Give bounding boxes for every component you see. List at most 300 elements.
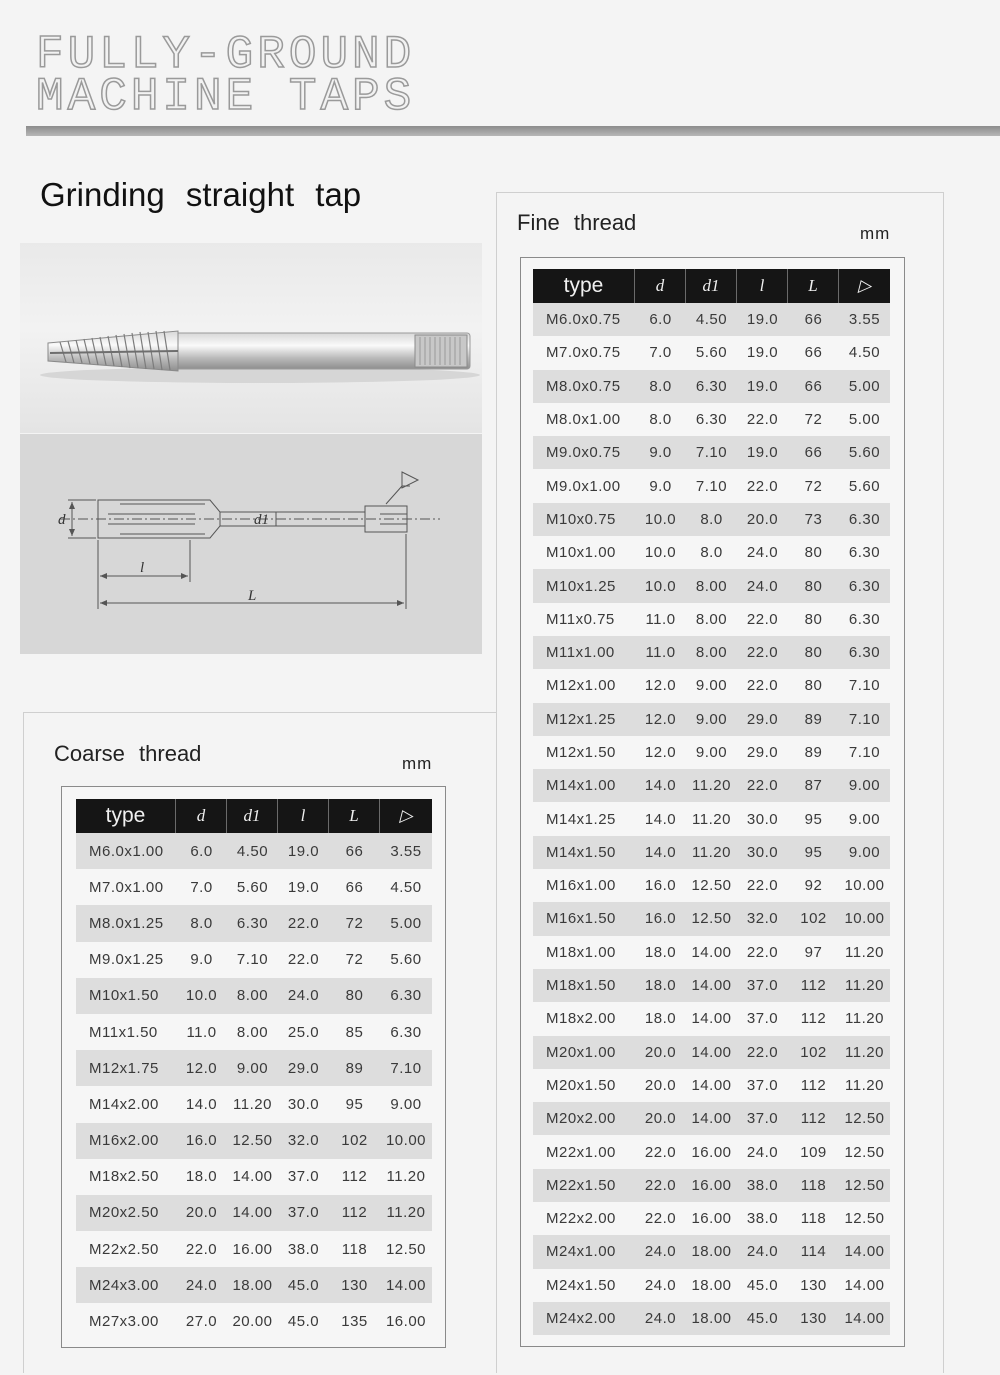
cell-d: 18.0 [635,969,686,1002]
cell-L: 80 [788,636,839,669]
cell-d1: 11.20 [686,836,737,869]
cell-L: 66 [329,869,380,905]
label-d: d [58,512,66,528]
cell-square: 7.10 [839,736,890,769]
cell-L: 73 [788,503,839,536]
cell-type: M10x1.50 [76,978,176,1014]
cell-l: 37.0 [278,1159,329,1195]
col-L: L [788,269,839,303]
cell-d1: 5.60 [686,336,737,369]
cell-l: 32.0 [278,1123,329,1159]
cell-l: 19.0 [737,336,788,369]
cell-d1: 7.10 [686,469,737,502]
cell-d1: 9.00 [686,703,737,736]
cell-d: 11.0 [635,636,686,669]
cell-square: 6.30 [839,536,890,569]
cell-type: M18x2.50 [76,1159,176,1195]
cell-l: 24.0 [737,536,788,569]
cell-l: 22.0 [737,603,788,636]
cell-d1: 14.00 [686,969,737,1002]
cell-d: 9.0 [635,436,686,469]
cell-d: 10.0 [635,503,686,536]
cell-d: 18.0 [635,936,686,969]
cell-L: 66 [788,436,839,469]
cell-l: 22.0 [278,905,329,941]
cell-L: 112 [788,1102,839,1135]
cell-l: 22.0 [737,403,788,436]
cell-d: 18.0 [635,1002,686,1035]
cell-L: 102 [329,1123,380,1159]
cell-d: 16.0 [176,1123,227,1159]
page-title [36,29,416,123]
table-row [533,1002,890,1035]
cell-L: 85 [329,1014,380,1050]
cell-L: 95 [788,836,839,869]
cell-square: 12.50 [839,1135,890,1168]
cell-type: M6.0x0.75 [533,303,635,336]
col-d1: d1 [227,799,278,833]
table-row [533,436,890,469]
cell-L: 89 [788,736,839,769]
cell-L: 66 [788,303,839,336]
cell-d1: 5.60 [227,869,278,905]
cell-d: 20.0 [635,1069,686,1102]
cell-d: 14.0 [635,802,686,835]
table-row [533,1036,890,1069]
cell-type: M20x2.50 [76,1195,176,1231]
cell-L: 118 [788,1202,839,1235]
cell-l: 22.0 [278,942,329,978]
cell-l: 22.0 [737,669,788,702]
cell-type: M11x1.50 [76,1014,176,1050]
cell-l: 29.0 [278,1050,329,1086]
cell-l: 32.0 [737,902,788,935]
table-row [533,1135,890,1168]
cell-square: 5.60 [839,469,890,502]
cell-type: M27x3.00 [76,1303,176,1339]
cell-d1: 18.00 [686,1269,737,1302]
table-row [76,833,432,869]
col-square-icon: ▷ [380,799,432,833]
cell-L: 112 [788,1069,839,1102]
cell-l: 19.0 [278,869,329,905]
cell-square: 14.00 [380,1267,432,1303]
cell-d: 6.0 [176,833,227,869]
cell-L: 87 [788,769,839,802]
cell-square: 6.30 [380,978,432,1014]
cell-l: 19.0 [737,436,788,469]
cell-d1: 16.00 [686,1135,737,1168]
cell-d: 8.0 [635,403,686,436]
cell-d1: 14.00 [227,1159,278,1195]
cell-square: 11.20 [380,1195,432,1231]
table-row [76,1050,432,1086]
cell-type: M12x1.75 [76,1050,176,1086]
cell-square: 7.10 [380,1050,432,1086]
cell-type: M16x2.00 [76,1123,176,1159]
cell-l: 24.0 [278,978,329,1014]
cell-l: 19.0 [737,303,788,336]
cell-d1: 9.00 [227,1050,278,1086]
cell-L: 112 [329,1195,380,1231]
table-row [76,1123,432,1159]
product-photo [20,243,482,433]
cell-l: 38.0 [278,1231,329,1267]
cell-d1: 8.00 [227,978,278,1014]
table-row [533,802,890,835]
table-row [533,403,890,436]
cell-square: 5.00 [380,905,432,941]
cell-d1: 12.50 [686,902,737,935]
cell-d: 14.0 [176,1086,227,1122]
cell-type: M22x1.00 [533,1135,635,1168]
cell-d1: 12.50 [686,869,737,902]
cell-d: 10.0 [176,978,227,1014]
cell-square: 12.50 [839,1169,890,1202]
cell-L: 97 [788,936,839,969]
cell-l: 20.0 [737,503,788,536]
cell-d: 24.0 [635,1269,686,1302]
cell-square: 10.00 [839,869,890,902]
cell-d1: 4.50 [686,303,737,336]
cell-square: 16.00 [380,1303,432,1339]
cell-L: 66 [788,370,839,403]
cell-type: M22x2.50 [76,1231,176,1267]
cell-d: 22.0 [635,1135,686,1168]
cell-L: 130 [788,1302,839,1335]
table-row [533,703,890,736]
table-row [533,636,890,669]
cell-square: 5.00 [839,370,890,403]
cell-d: 9.0 [635,469,686,502]
cell-square: 9.00 [839,769,890,802]
cell-square: 7.10 [839,669,890,702]
cell-type: M22x2.00 [533,1202,635,1235]
cell-d1: 11.20 [686,769,737,802]
cell-l: 25.0 [278,1014,329,1050]
table-row [76,1159,432,1195]
cell-d: 16.0 [635,869,686,902]
cell-d: 20.0 [176,1195,227,1231]
col-square-icon: ▷ [839,269,890,303]
cell-type: M24x1.00 [533,1235,635,1268]
cell-l: 24.0 [737,1235,788,1268]
cell-l: 29.0 [737,736,788,769]
cell-d: 8.0 [635,370,686,403]
table-row [533,469,890,502]
cell-d: 8.0 [176,905,227,941]
section-title: Grinding straight tap [40,176,362,213]
cell-d: 22.0 [176,1231,227,1267]
cell-d1: 11.20 [686,802,737,835]
table-row [533,536,890,569]
cell-square: 11.20 [380,1159,432,1195]
cell-L: 89 [788,703,839,736]
cell-d1: 8.0 [686,503,737,536]
cell-L: 72 [788,403,839,436]
cell-d1: 14.00 [686,1002,737,1035]
cell-square: 14.00 [839,1302,890,1335]
cell-type: M9.0x1.25 [76,942,176,978]
cell-L: 72 [329,905,380,941]
cell-d1: 8.0 [686,536,737,569]
table-row [533,1235,890,1268]
cell-type: M24x2.00 [533,1302,635,1335]
cell-square: 9.00 [839,802,890,835]
cell-type: M22x1.50 [533,1169,635,1202]
cell-type: M10x1.00 [533,536,635,569]
cell-d1: 9.00 [686,736,737,769]
cell-L: 80 [788,669,839,702]
fine-thread-caption: Fine thread [517,210,637,235]
table-row [76,942,432,978]
cell-l: 19.0 [737,370,788,403]
cell-d: 22.0 [635,1169,686,1202]
cell-L: 80 [329,978,380,1014]
cell-type: M12x1.50 [533,736,635,769]
cell-l: 22.0 [737,636,788,669]
cell-square: 7.10 [839,703,890,736]
cell-d: 12.0 [635,703,686,736]
cell-type: M8.0x1.25 [76,905,176,941]
cell-l: 38.0 [737,1169,788,1202]
cell-l: 22.0 [737,1036,788,1069]
cell-type: M18x1.50 [533,969,635,1002]
cell-square: 6.30 [839,603,890,636]
table-row [76,1195,432,1231]
table-row [533,336,890,369]
fine-unit-label: mm [860,224,891,243]
cell-l: 29.0 [737,703,788,736]
cell-l: 37.0 [278,1195,329,1231]
cell-type: M20x1.50 [533,1069,635,1102]
cell-d1: 8.00 [686,603,737,636]
cell-square: 3.55 [839,303,890,336]
cell-type: M7.0x0.75 [533,336,635,369]
col-type: type [76,799,176,833]
table-row [533,836,890,869]
cell-l: 45.0 [737,1302,788,1335]
cell-d: 16.0 [635,902,686,935]
cell-square: 4.50 [839,336,890,369]
cell-d1: 18.00 [686,1302,737,1335]
cell-d1: 14.00 [686,936,737,969]
cell-d: 11.0 [176,1014,227,1050]
cell-L: 135 [329,1303,380,1339]
table-row [533,736,890,769]
cell-type: M12x1.25 [533,703,635,736]
cell-type: M14x1.50 [533,836,635,869]
header-rule [26,126,1000,136]
cell-type: M16x1.00 [533,869,635,902]
cell-l: 37.0 [737,1102,788,1135]
cell-type: M11x0.75 [533,603,635,636]
col-L: L [329,799,380,833]
table-row [533,969,890,1002]
cell-square: 11.20 [839,1036,890,1069]
cell-square: 10.00 [380,1123,432,1159]
cell-l: 45.0 [737,1269,788,1302]
cell-L: 66 [329,833,380,869]
table-row [533,569,890,602]
cell-d1: 11.20 [227,1086,278,1122]
table-row [533,303,890,336]
cell-square: 3.55 [380,833,432,869]
cell-L: 102 [788,902,839,935]
table-row [533,603,890,636]
label-d1: d1 [254,512,269,528]
coarse-thread-table [76,799,432,1340]
table-row [533,1202,890,1235]
cell-d: 6.0 [635,303,686,336]
cell-L: 95 [329,1086,380,1122]
cell-d: 12.0 [176,1050,227,1086]
cell-d1: 14.00 [227,1195,278,1231]
cell-L: 72 [788,469,839,502]
cell-d: 18.0 [176,1159,227,1195]
cell-type: M24x1.50 [533,1269,635,1302]
col-type: type [533,269,635,303]
cell-d: 9.0 [176,942,227,978]
cell-square: 6.30 [839,569,890,602]
cell-d1: 20.00 [227,1303,278,1339]
cell-type: M10x0.75 [533,503,635,536]
table-row [533,1169,890,1202]
table-row [76,869,432,905]
cell-square: 11.20 [839,1002,890,1035]
cell-L: 112 [329,1159,380,1195]
cell-square: 5.60 [839,436,890,469]
cell-type: M18x2.00 [533,1002,635,1035]
table-row [76,1014,432,1050]
cell-square: 11.20 [839,936,890,969]
cell-L: 80 [788,536,839,569]
title-line-2: MACHINE TAPS [36,71,416,123]
cell-L: 92 [788,869,839,902]
cell-type: M14x2.00 [76,1086,176,1122]
cell-type: M14x1.00 [533,769,635,802]
cell-square: 11.20 [839,1069,890,1102]
cell-d: 24.0 [176,1267,227,1303]
cell-l: 19.0 [278,833,329,869]
cell-type: M14x1.25 [533,802,635,835]
col-d: d [635,269,686,303]
table-row [533,1102,890,1135]
table-row [533,503,890,536]
cell-L: 130 [329,1267,380,1303]
cell-d1: 6.30 [227,905,278,941]
cell-d: 10.0 [635,536,686,569]
table-row [533,869,890,902]
cell-square: 14.00 [839,1269,890,1302]
cell-d: 22.0 [635,1202,686,1235]
cell-square: 9.00 [839,836,890,869]
fine-thread-table [533,269,890,1335]
cell-d1: 8.00 [227,1014,278,1050]
cell-L: 114 [788,1235,839,1268]
cell-square: 5.60 [380,942,432,978]
cell-d1: 8.00 [686,569,737,602]
cell-l: 30.0 [278,1086,329,1122]
label-l: l [140,560,145,576]
cell-l: 22.0 [737,869,788,902]
cell-square: 6.30 [839,636,890,669]
cell-L: 112 [788,1002,839,1035]
tap-photo-illustration [20,243,482,433]
cell-d: 27.0 [176,1303,227,1339]
cell-square: 10.00 [839,902,890,935]
cell-d: 24.0 [635,1302,686,1335]
cell-l: 24.0 [737,1135,788,1168]
table-row [533,669,890,702]
cell-d: 12.0 [635,669,686,702]
cell-L: 118 [329,1231,380,1267]
cell-l: 30.0 [737,836,788,869]
cell-l: 38.0 [737,1202,788,1235]
cell-square: 12.50 [380,1231,432,1267]
cell-type: M20x1.00 [533,1036,635,1069]
col-l: l [737,269,788,303]
cell-type: M9.0x0.75 [533,436,635,469]
cell-l: 24.0 [737,569,788,602]
table-row [533,902,890,935]
cell-type: M7.0x1.00 [76,869,176,905]
table-row [76,1267,432,1303]
cell-d1: 8.00 [686,636,737,669]
cell-d1: 7.10 [686,436,737,469]
cell-d1: 7.10 [227,942,278,978]
table-row [533,1302,890,1335]
table-row [76,1086,432,1122]
col-d: d [176,799,227,833]
cell-type: M11x1.00 [533,636,635,669]
cell-d1: 9.00 [686,669,737,702]
table-row [533,1069,890,1102]
cell-d: 14.0 [635,836,686,869]
cell-square: 11.20 [839,969,890,1002]
cell-square: 12.50 [839,1102,890,1135]
cell-type: M16x1.50 [533,902,635,935]
cell-L: 118 [788,1169,839,1202]
cell-L: 80 [788,569,839,602]
table-row [76,1231,432,1267]
cell-d: 20.0 [635,1036,686,1069]
cell-d1: 14.00 [686,1069,737,1102]
cell-type: M20x2.00 [533,1102,635,1135]
cell-d: 11.0 [635,603,686,636]
cell-d1: 16.00 [227,1231,278,1267]
cell-L: 95 [788,802,839,835]
cell-L: 102 [788,1036,839,1069]
cell-d1: 18.00 [686,1235,737,1268]
cell-square: 9.00 [380,1086,432,1122]
cell-d1: 16.00 [686,1202,737,1235]
label-L: L [248,588,257,604]
cell-d1: 6.30 [686,403,737,436]
cell-l: 30.0 [737,802,788,835]
dimension-drawing [20,434,482,654]
cell-square: 6.30 [380,1014,432,1050]
cell-L: 112 [788,969,839,1002]
col-l: l [278,799,329,833]
cell-l: 22.0 [737,936,788,969]
cell-L: 109 [788,1135,839,1168]
cell-type: M6.0x1.00 [76,833,176,869]
coarse-unit-label: mm [402,754,433,773]
cell-d: 7.0 [176,869,227,905]
cell-d: 10.0 [635,569,686,602]
coarse-thread-caption: Coarse thread [54,741,202,766]
